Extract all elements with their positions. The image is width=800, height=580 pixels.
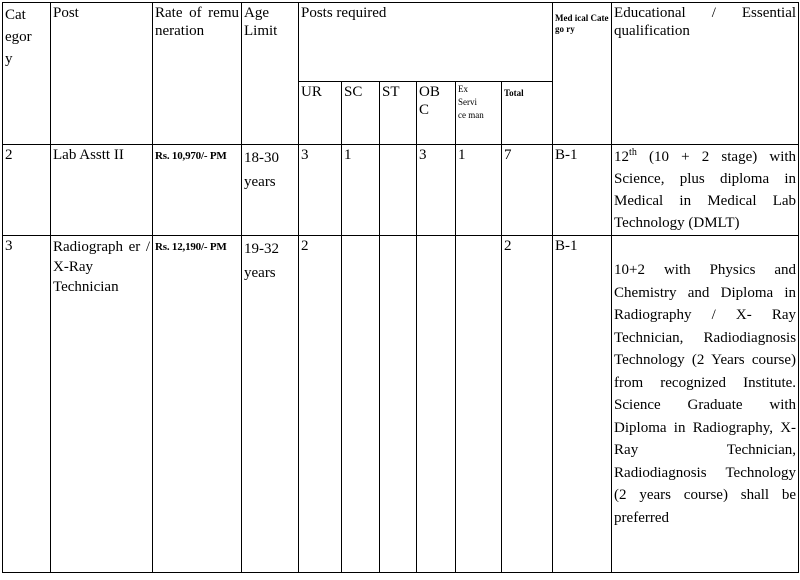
table-row	[3, 145, 799, 236]
cell-post: Radiograph er / X-Ray Technician	[51, 236, 153, 573]
cell-medical: B-1	[553, 236, 612, 573]
cell-st	[380, 236, 417, 573]
subheader-ur: UR	[299, 82, 342, 145]
subheader-st: ST	[380, 82, 417, 145]
cell-post: Lab Asstt II	[51, 145, 153, 236]
cell-sc	[342, 236, 380, 573]
subheader-obc: OB C	[417, 82, 456, 145]
cell-total: 7	[502, 145, 553, 236]
cell-ur: 3	[299, 145, 342, 236]
cell-ur: 2	[299, 236, 342, 573]
table-row	[3, 236, 799, 573]
cell-education	[612, 145, 799, 236]
cell-category: 2	[3, 145, 51, 236]
subheader-total: Total	[502, 82, 553, 145]
recruitment-table	[2, 2, 799, 573]
cell-ex-serviceman	[456, 236, 502, 573]
header-category: Cat egor y	[3, 3, 51, 145]
header-posts-required: Posts required	[299, 3, 553, 82]
header-rate: Rate of remuneration	[153, 3, 242, 145]
header-age: Age Limit	[242, 3, 299, 145]
cell-rate: Rs. 10,970/- PM	[153, 145, 242, 236]
education-text: 10+2 with Physics and Chemistry and Diploma in Radiography / X- Ray Technician, Radiodiagnosis Technology (2 Years course) from recognized Institute. Science Graduate with Diploma in Radiography, X-Ray Technician, Radiodiagnosis Technology (2 years course) shall be preferred	[614, 262, 797, 526]
cell-sc: 1	[342, 145, 380, 236]
cell-obc: 3	[417, 145, 456, 236]
cell-ex-serviceman: 1	[456, 145, 502, 236]
cell-total: 2	[502, 236, 553, 573]
header-row	[3, 3, 799, 82]
subheader-ex-serviceman: Ex Servi ce man	[456, 82, 502, 145]
header-medical: Med ical Catego ry	[553, 3, 612, 145]
cell-age: 19-32 years	[242, 236, 299, 573]
cell-medical: B-1	[553, 145, 612, 236]
cell-category: 3	[3, 236, 51, 573]
subheader-sc: SC	[342, 82, 380, 145]
cell-obc	[417, 236, 456, 573]
header-education: Educational / Essential qualification	[612, 3, 799, 145]
education-text: 12th (10 + 2 stage) with Science, plus diploma in Medical in Medical Lab Technology (DMLT)	[614, 147, 797, 231]
cell-rate: Rs. 12,190/- PM	[153, 236, 242, 573]
cell-age: 18-30 years	[242, 145, 299, 236]
cell-education	[612, 236, 799, 573]
cell-st	[380, 145, 417, 236]
header-post: Post	[51, 3, 153, 145]
